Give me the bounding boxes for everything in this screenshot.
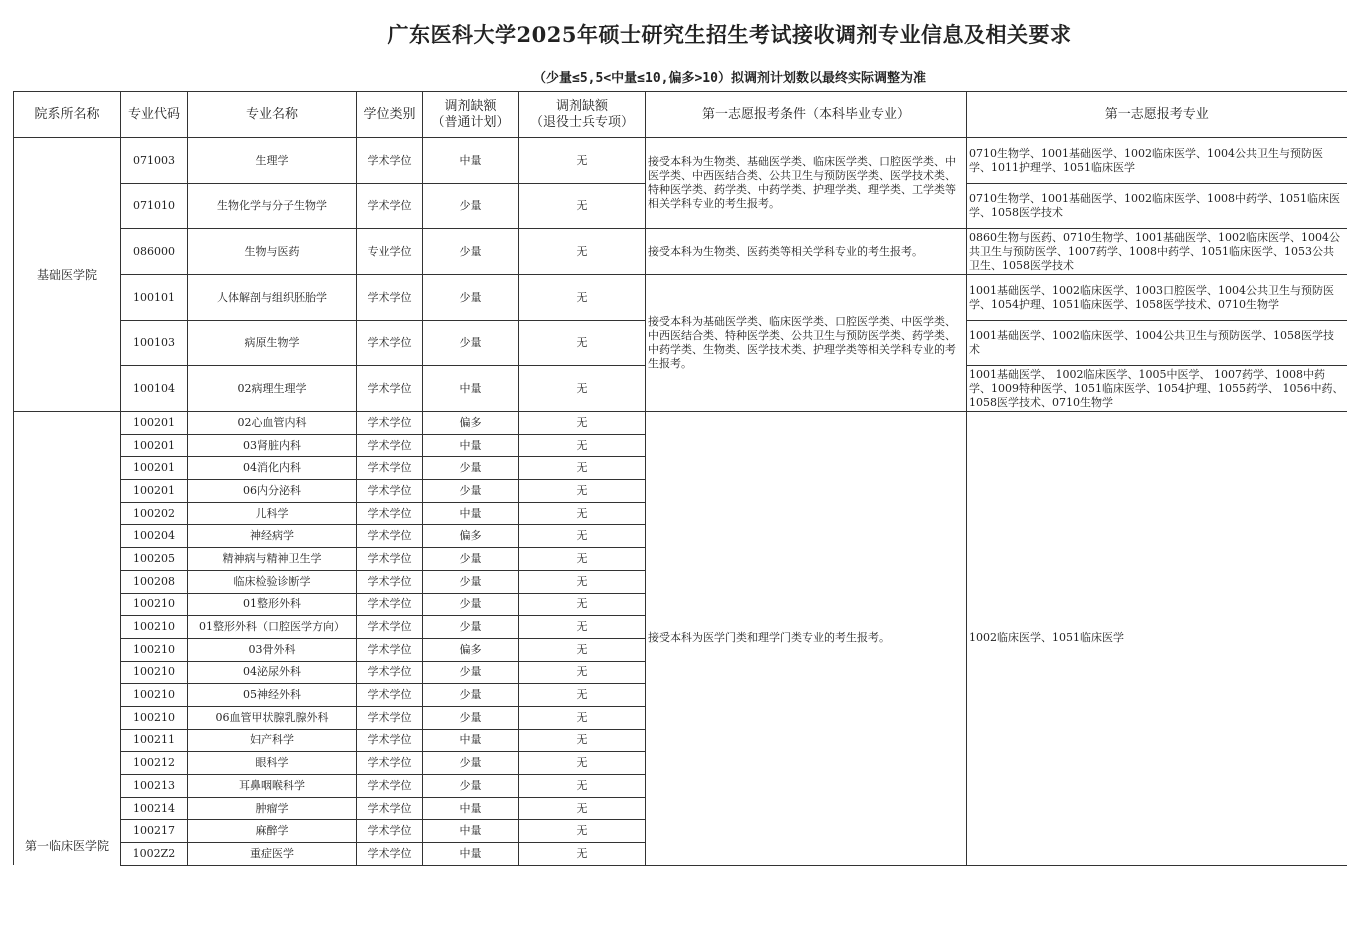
first-choice-cell: 1001基础医学、1002临床医学、1004公共卫生与预防医学、1058医学技术 — [967, 321, 1347, 366]
quota-veteran-cell: 无 — [519, 797, 646, 820]
code-cell: 100211 — [121, 729, 188, 752]
degree-cell: 学术学位 — [357, 820, 423, 843]
name-cell: 02心血管内科 — [188, 412, 357, 435]
quota-general-cell: 中量 — [423, 843, 519, 866]
degree-cell: 学术学位 — [357, 797, 423, 820]
quota-veteran-cell: 无 — [519, 502, 646, 525]
degree-cell: 学术学位 — [357, 366, 423, 412]
degree-cell: 学术学位 — [357, 138, 423, 184]
dept-cell: 基础医学院 — [14, 138, 121, 412]
name-cell: 生物化学与分子生物学 — [188, 184, 357, 229]
quota-general-cell: 少量 — [423, 480, 519, 503]
quota-veteran-cell: 无 — [519, 661, 646, 684]
quota-general-cell: 少量 — [423, 184, 519, 229]
degree-cell: 学术学位 — [357, 684, 423, 707]
degree-cell: 学术学位 — [357, 729, 423, 752]
name-cell: 人体解剖与组织胚胎学 — [188, 275, 357, 321]
quota-general-cell: 中量 — [423, 502, 519, 525]
quota-general-cell: 少量 — [423, 752, 519, 775]
quota-veteran-cell: 无 — [519, 638, 646, 661]
quota-veteran-cell: 无 — [519, 229, 646, 275]
quota-veteran-cell: 无 — [519, 593, 646, 616]
first-choice-cell: 0710生物学、1001基础医学、1002临床医学、1008中药学、1051临床医学、1058医学技术 — [967, 184, 1347, 229]
col-header-code: 专业代码 — [121, 92, 188, 138]
quota-veteran-cell: 无 — [519, 548, 646, 571]
col-header-dept: 院系所名称 — [14, 92, 121, 138]
degree-cell: 学术学位 — [357, 843, 423, 866]
name-cell: 03肾脏内科 — [188, 434, 357, 457]
quota-general-cell: 少量 — [423, 775, 519, 798]
degree-cell: 学术学位 — [357, 593, 423, 616]
name-cell: 临床检验诊断学 — [188, 570, 357, 593]
code-cell: 100212 — [121, 752, 188, 775]
degree-cell: 专业学位 — [357, 229, 423, 275]
quota-general-cell: 少量 — [423, 706, 519, 729]
name-cell: 神经病学 — [188, 525, 357, 548]
degree-cell: 学术学位 — [357, 502, 423, 525]
code-cell: 100210 — [121, 593, 188, 616]
code-cell: 100210 — [121, 684, 188, 707]
name-cell: 06内分泌科 — [188, 480, 357, 503]
code-cell: 100201 — [121, 457, 188, 480]
quota-veteran-cell: 无 — [519, 366, 646, 412]
quota-general-cell: 少量 — [423, 229, 519, 275]
name-cell: 01整形外科（口腔医学方向） — [188, 616, 357, 639]
degree-cell: 学术学位 — [357, 457, 423, 480]
quota-general-cell: 少量 — [423, 684, 519, 707]
name-cell: 儿科学 — [188, 502, 357, 525]
degree-cell: 学术学位 — [357, 525, 423, 548]
name-cell: 耳鼻咽喉科学 — [188, 775, 357, 798]
col-header-degree: 学位类别 — [357, 92, 423, 138]
quota-general-cell: 少量 — [423, 661, 519, 684]
name-cell: 03骨外科 — [188, 638, 357, 661]
quota-veteran-cell: 无 — [519, 184, 646, 229]
quota-veteran-cell: 无 — [519, 752, 646, 775]
quota-general-cell: 中量 — [423, 434, 519, 457]
quota-general-cell: 中量 — [423, 820, 519, 843]
degree-cell: 学术学位 — [357, 184, 423, 229]
quota-veteran-cell: 无 — [519, 843, 646, 866]
quota-general-cell: 少量 — [423, 275, 519, 321]
code-cell: 100201 — [121, 412, 188, 435]
table-header-row — [14, 92, 1347, 138]
quota-general-cell: 少量 — [423, 593, 519, 616]
degree-cell: 学术学位 — [357, 752, 423, 775]
degree-cell: 学术学位 — [357, 570, 423, 593]
quota-veteran-cell: 无 — [519, 525, 646, 548]
first-choice-cell: 0860生物与医药、0710生物学、1001基础医学、1002临床医学、1004公共卫生与预防医学、1007药学、1008中药学、1051临床医学、1053公共卫生、1058医学技术 — [967, 229, 1347, 275]
quota-veteran-cell: 无 — [519, 684, 646, 707]
code-cell: 100210 — [121, 661, 188, 684]
quota-general-cell: 偏多 — [423, 525, 519, 548]
code-cell: 100202 — [121, 502, 188, 525]
name-cell: 01整形外科 — [188, 593, 357, 616]
name-cell: 02病理生理学 — [188, 366, 357, 412]
degree-cell: 学术学位 — [357, 275, 423, 321]
quota-general-cell: 少量 — [423, 616, 519, 639]
table-row — [14, 138, 1347, 184]
degree-cell: 学术学位 — [357, 321, 423, 366]
code-cell: 100210 — [121, 706, 188, 729]
name-cell: 眼科学 — [188, 752, 357, 775]
quota-veteran-cell: 无 — [519, 275, 646, 321]
degree-cell: 学术学位 — [357, 775, 423, 798]
degree-cell: 学术学位 — [357, 434, 423, 457]
code-cell: 100101 — [121, 275, 188, 321]
degree-cell: 学术学位 — [357, 548, 423, 571]
name-cell: 妇产科学 — [188, 729, 357, 752]
name-cell: 06血管甲状腺乳腺外科 — [188, 706, 357, 729]
code-cell: 1002Z2 — [121, 843, 188, 866]
col-header-condition: 第一志愿报考条件（本科毕业专业） — [646, 92, 967, 138]
name-cell: 肿瘤学 — [188, 797, 357, 820]
table-row — [14, 412, 1347, 435]
page-subtitle: （少量≤5,5<中量≤10,偏多>10）拟调剂计划数以最终实际调整为准 — [533, 71, 926, 86]
code-cell: 100104 — [121, 366, 188, 412]
degree-cell: 学术学位 — [357, 616, 423, 639]
dept-cell: 第一临床医学院 — [14, 412, 121, 866]
condition-cell: 接受本科为医学门类和理学门类专业的考生报考。 — [646, 412, 967, 866]
code-cell: 100208 — [121, 570, 188, 593]
first-choice-cell: 1001基础医学、1002临床医学、1003口腔医学、1004公共卫生与预防医学、1054护理、1051临床医学、1058医学技术、0710生物学 — [967, 275, 1347, 321]
first-choice-cell: 1002临床医学、1051临床医学 — [967, 412, 1347, 866]
name-cell: 精神病与精神卫生学 — [188, 548, 357, 571]
condition-cell: 接受本科为基础医学类、临床医学类、口腔医学类、中医学类、中西医结合类、特种医学类、公共卫生与预防医学类、药学类、中药学类、生物类、医学技术类、护理学类等相关学科专业的考生报考。 — [646, 275, 967, 412]
quota-general-cell: 中量 — [423, 729, 519, 752]
quota-veteran-cell: 无 — [519, 457, 646, 480]
name-cell: 生物与医药 — [188, 229, 357, 275]
degree-cell: 学术学位 — [357, 638, 423, 661]
quota-veteran-cell: 无 — [519, 775, 646, 798]
code-cell: 100205 — [121, 548, 188, 571]
name-cell: 病原生物学 — [188, 321, 357, 366]
code-cell: 086000 — [121, 229, 188, 275]
table-row — [14, 275, 1347, 321]
code-cell: 071010 — [121, 184, 188, 229]
name-cell: 重症医学 — [188, 843, 357, 866]
adjustment-table — [13, 91, 1347, 866]
code-cell: 071003 — [121, 138, 188, 184]
code-cell: 100204 — [121, 525, 188, 548]
table-row — [14, 229, 1347, 275]
quota-general-cell: 中量 — [423, 797, 519, 820]
code-cell: 100210 — [121, 616, 188, 639]
name-cell: 05神经外科 — [188, 684, 357, 707]
name-cell: 04泌尿外科 — [188, 661, 357, 684]
name-cell: 麻醉学 — [188, 820, 357, 843]
first-choice-cell: 1001基础医学、 1002临床医学、1005中医学、 1007药学、1008中药学、1009特种医学、1051临床医学、1054护理、1055药学、 1056中药、1058医学技术、0710生物学 — [967, 366, 1347, 412]
page-title: 广东医科大学2025年硕士研究生招生考试接收调剂专业信息及相关要求 — [387, 22, 1072, 47]
quota-veteran-cell: 无 — [519, 820, 646, 843]
quota-veteran-cell: 无 — [519, 138, 646, 184]
col-header-quota-veteran: 调剂缺额 （退役士兵专项） — [519, 92, 646, 138]
name-cell: 生理学 — [188, 138, 357, 184]
quota-veteran-cell: 无 — [519, 480, 646, 503]
quota-veteran-cell: 无 — [519, 321, 646, 366]
degree-cell: 学术学位 — [357, 412, 423, 435]
quota-general-cell: 少量 — [423, 457, 519, 480]
first-choice-cell: 0710生物学、1001基础医学、1002临床医学、1004公共卫生与预防医学、1011护理学、1051临床医学 — [967, 138, 1347, 184]
code-cell: 100201 — [121, 434, 188, 457]
quota-general-cell: 少量 — [423, 570, 519, 593]
quota-general-cell: 中量 — [423, 366, 519, 412]
code-cell: 100213 — [121, 775, 188, 798]
col-header-name: 专业名称 — [188, 92, 357, 138]
code-cell: 100214 — [121, 797, 188, 820]
col-header-first-choice: 第一志愿报考专业 — [967, 92, 1347, 138]
code-cell: 100103 — [121, 321, 188, 366]
quota-veteran-cell: 无 — [519, 616, 646, 639]
degree-cell: 学术学位 — [357, 661, 423, 684]
quota-veteran-cell: 无 — [519, 434, 646, 457]
quota-veteran-cell: 无 — [519, 729, 646, 752]
quota-veteran-cell: 无 — [519, 412, 646, 435]
degree-cell: 学术学位 — [357, 706, 423, 729]
code-cell: 100210 — [121, 638, 188, 661]
quota-general-cell: 偏多 — [423, 638, 519, 661]
code-cell: 100217 — [121, 820, 188, 843]
quota-general-cell: 中量 — [423, 138, 519, 184]
quota-veteran-cell: 无 — [519, 706, 646, 729]
quota-general-cell: 少量 — [423, 548, 519, 571]
code-cell: 100201 — [121, 480, 188, 503]
degree-cell: 学术学位 — [357, 480, 423, 503]
quota-general-cell: 少量 — [423, 321, 519, 366]
name-cell: 04消化内科 — [188, 457, 357, 480]
quota-general-cell: 偏多 — [423, 412, 519, 435]
col-header-quota-general: 调剂缺额 （普通计划） — [423, 92, 519, 138]
quota-veteran-cell: 无 — [519, 570, 646, 593]
condition-cell: 接受本科为生物类、医药类等相关学科专业的考生报考。 — [646, 229, 967, 275]
condition-cell: 接受本科为生物类、基础医学类、临床医学类、口腔医学类、中医学类、中西医结合类、公共卫生与预防医学类、医学技术类、特种医学类、药学类、中药学类、护理学类、理学类、工学类等相关学科专业的考生报考。 — [646, 138, 967, 229]
